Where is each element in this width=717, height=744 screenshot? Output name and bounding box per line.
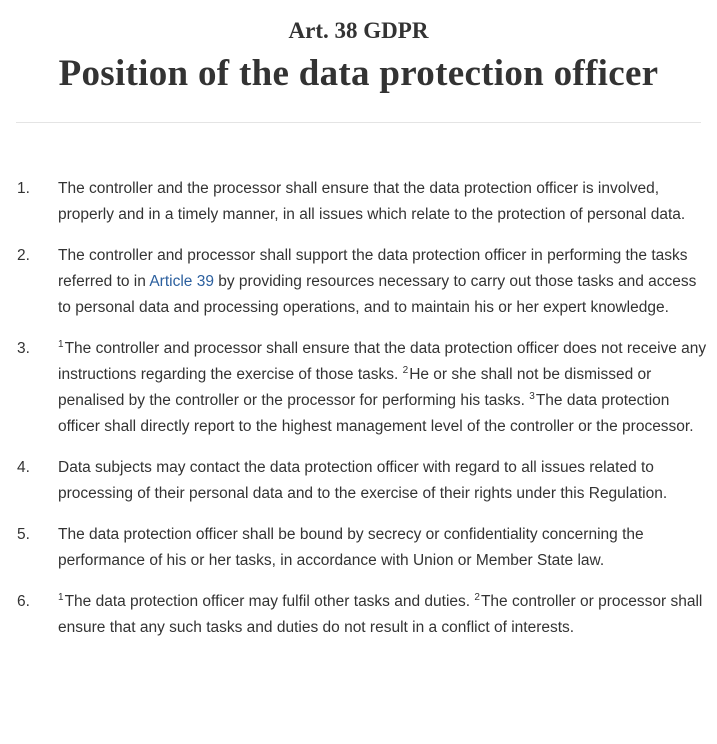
paragraph-number: 4.: [17, 459, 30, 476]
paragraph-1: [0, 176, 717, 228]
article-number: Art. 38 GDPR: [288, 18, 429, 43]
sentence-text: The data protection officer shall directly report to the highest management level of the controller or the processor.: [58, 392, 694, 435]
paragraph-2: [0, 243, 717, 321]
paragraph-text: Data subjects may contact the data protection officer with regard to all issues related to processing of their personal data and to the exercise of their rights under this Regulation.: [58, 459, 668, 502]
paragraph-3: [0, 336, 717, 440]
paragraph-number: 6.: [17, 593, 30, 610]
article-39-link[interactable]: Article 39: [149, 273, 214, 290]
paragraph-text-before-link: The controller and processor shall support the data protection officer in performing the tasks referred to in: [58, 247, 688, 290]
paragraph-5: [0, 522, 717, 574]
header-divider: [16, 122, 701, 123]
sentence-marker: 2: [474, 591, 480, 603]
page-title: Position of the data protection officer: [58, 53, 659, 94]
sentence-text: He or she shall not be dismissed or penalised by the controller or the processor for performing his tasks.: [58, 366, 652, 409]
paragraph-4: [0, 455, 717, 507]
paragraph-text: The controller and the processor shall ensure that the data protection officer is involved, properly and in a timely manner, in all issues which relate to the protection of personal data.: [58, 180, 686, 223]
sentence-marker: 1: [58, 591, 64, 603]
sentence-marker: 3: [529, 390, 535, 402]
sentence-marker: 1: [58, 338, 64, 350]
sentence-marker: 2: [402, 364, 409, 376]
paragraph-number: 3.: [17, 340, 30, 357]
article-paragraph-list: [0, 176, 717, 656]
paragraph-number: 2.: [17, 247, 30, 264]
sentence-text: The data protection officer may fulfil other tasks and duties.: [64, 593, 475, 610]
paragraph-text: The data protection officer shall be bound by secrecy or confidentiality concerning the performance of his or her tasks, in accordance with Union or Member State law.: [58, 526, 644, 569]
paragraph-number: 5.: [17, 526, 30, 543]
article-header: [0, 0, 717, 98]
sentence-text: The controller or processor shall ensure that any such tasks and duties do not result in a conflict of interests.: [58, 593, 703, 636]
sentence-text: The controller and processor shall ensure that the data protection officer does not receive any instructions regarding the exercise of those tasks.: [58, 340, 707, 383]
paragraph-6: [0, 589, 717, 641]
paragraph-number: 1.: [17, 180, 30, 197]
paragraph-text-after-link: by providing resources necessary to carry out those tasks and access to personal data and processing operations, and to maintain his or her expert knowledge.: [58, 273, 697, 316]
